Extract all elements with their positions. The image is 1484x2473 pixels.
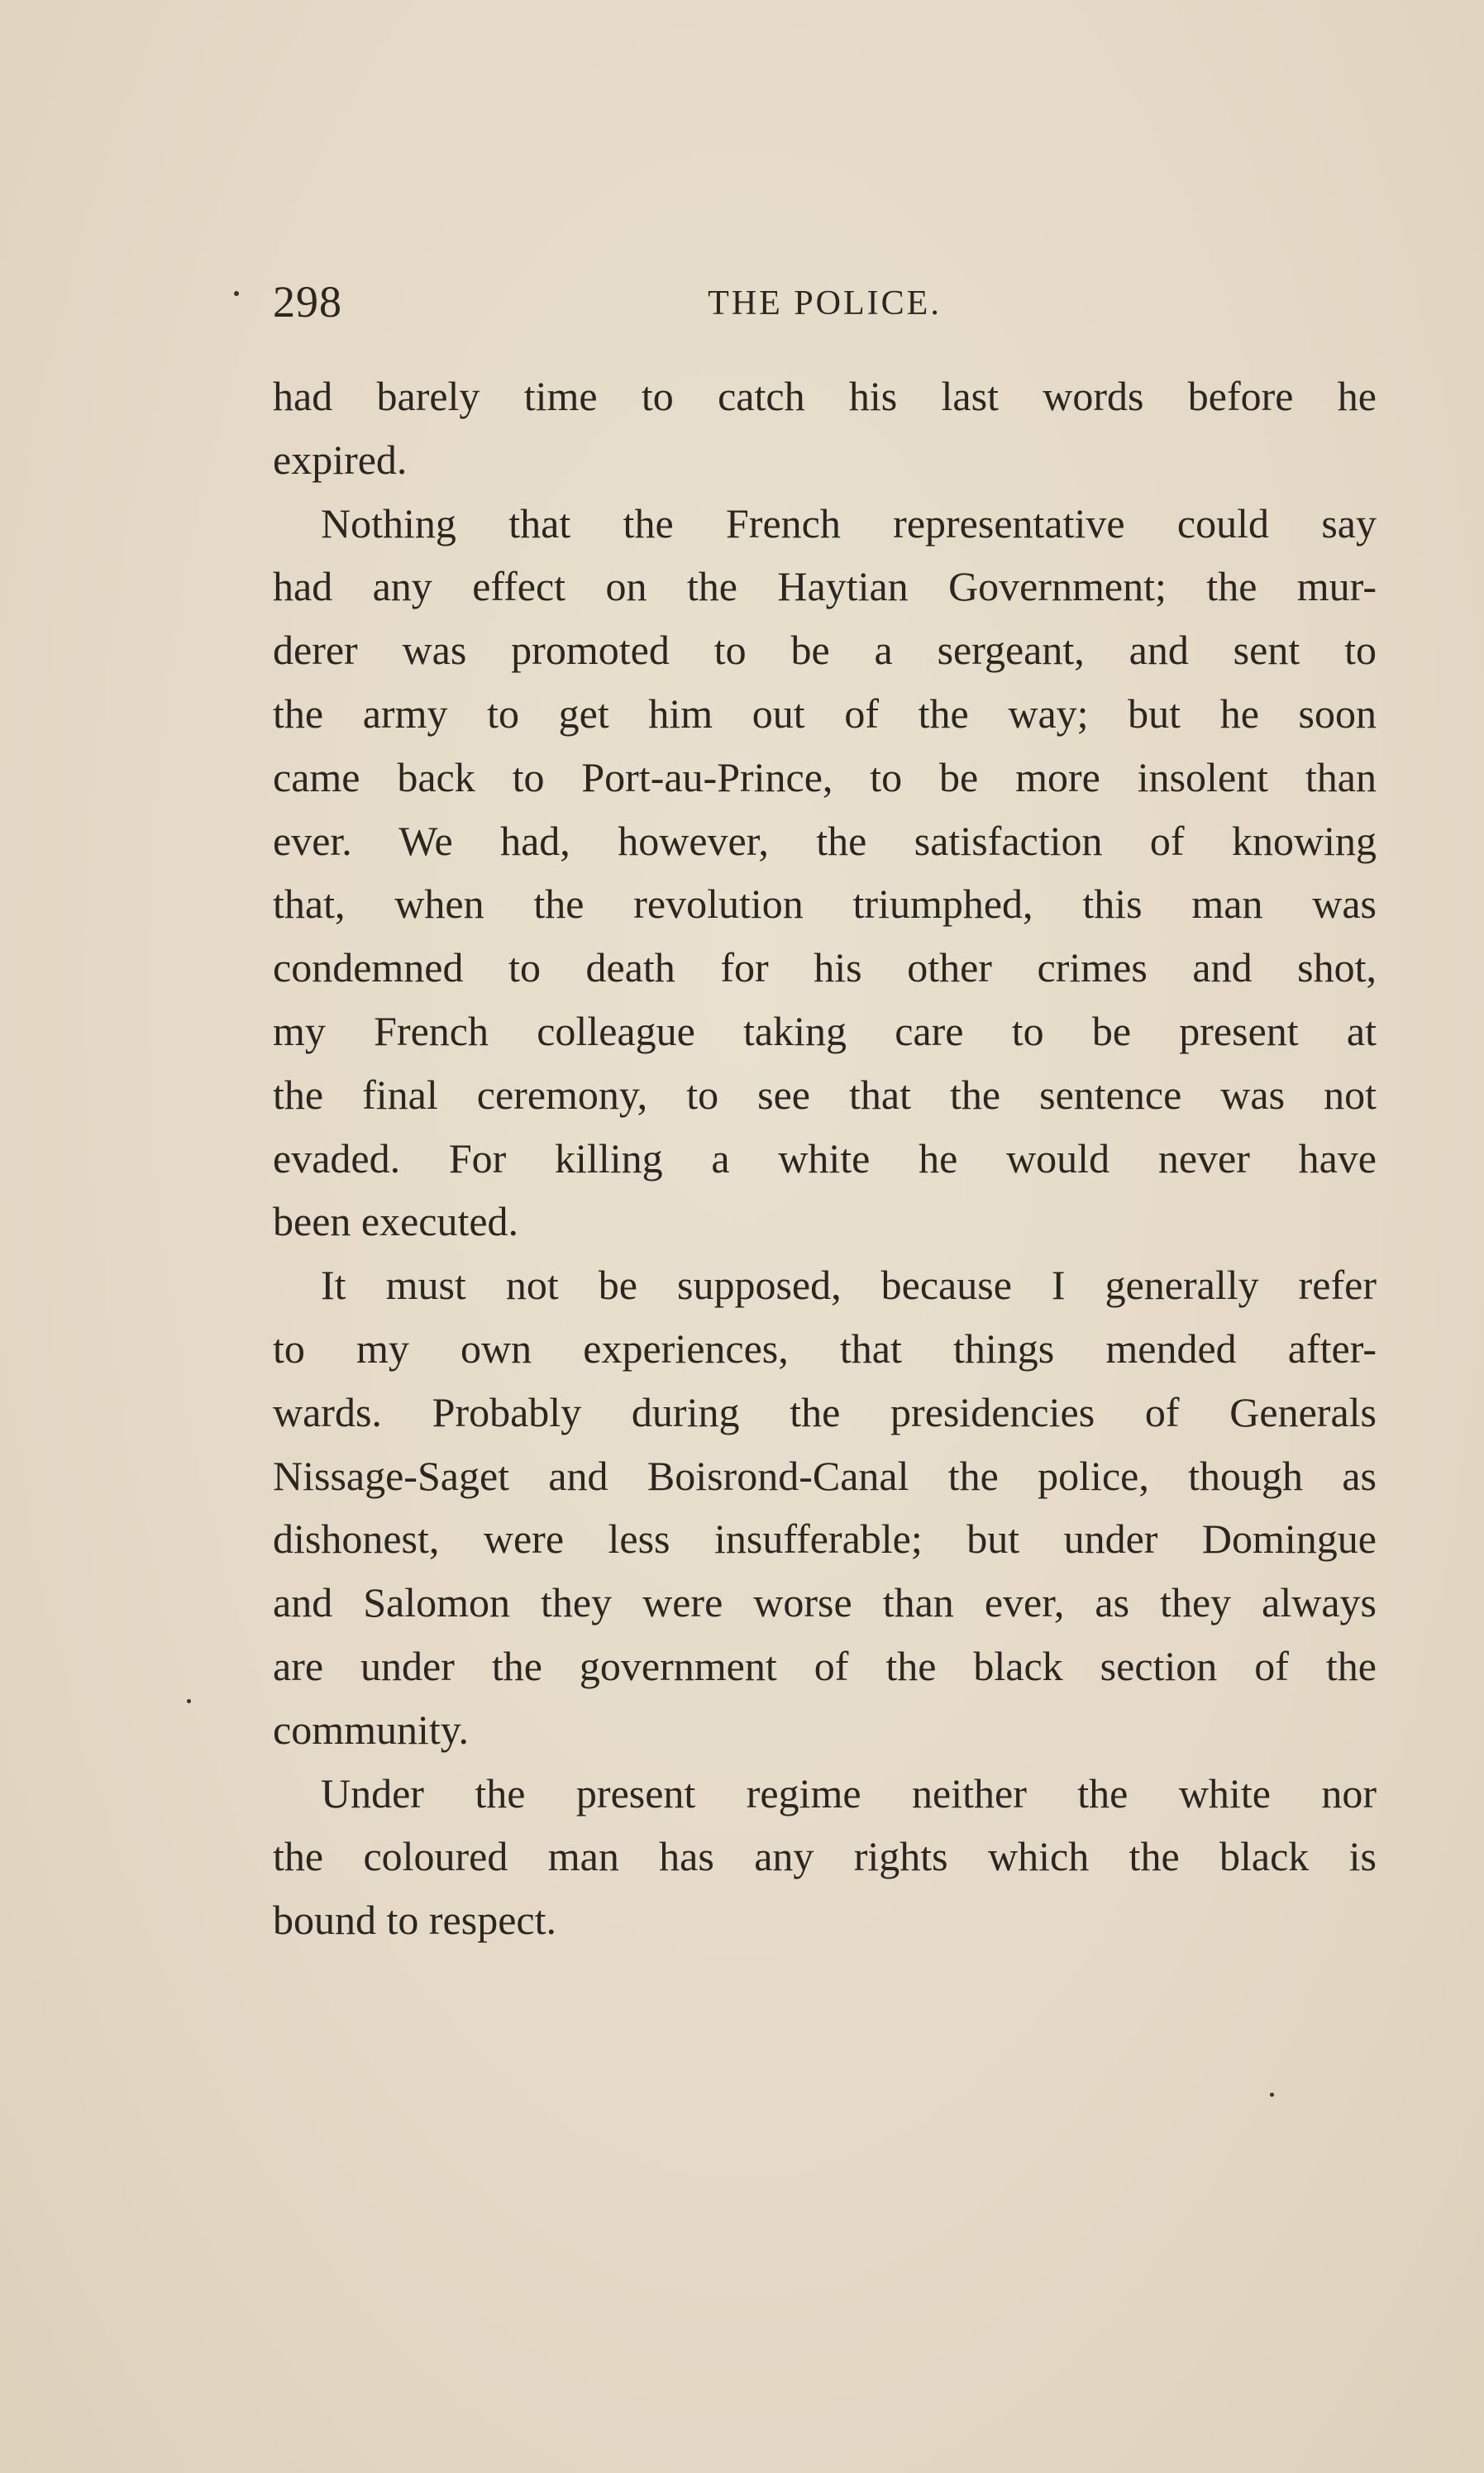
text-line: derer was promoted to be a sergeant, and sent to: [273, 627, 1377, 674]
page-number: 298: [273, 277, 342, 327]
text-line: are under the government of the black section of the: [273, 1642, 1377, 1689]
text-line: dishonest, were less insufferable; but under Domingue: [273, 1516, 1377, 1563]
text-line: Nothing that the French representative could say: [321, 499, 1377, 547]
text-line: came back to Port-au-Prince, to be more insolent than: [273, 753, 1377, 800]
text-line: condemned to death for his other crimes and shot,: [273, 944, 1377, 991]
text-line: bound to respect.: [273, 1897, 556, 1944]
ink-speck: [187, 1699, 191, 1703]
text-line: to my own experiences, that things mended after-: [273, 1325, 1377, 1372]
text-line: been executed.: [273, 1198, 519, 1245]
text-line: had any effect on the Haytian Government; the mur-: [273, 563, 1377, 610]
text-line: evaded. For killing a white he would never have: [273, 1134, 1377, 1182]
text-line: ever. We had, however, the satisfaction of knowing: [273, 817, 1377, 864]
text-line: that, when the revolution triumphed, this man was: [273, 881, 1377, 928]
text-line: the final ceremony, to see that the sentence was not: [273, 1071, 1377, 1118]
ink-speck: [1270, 2093, 1274, 2097]
text-line: my French colleague taking care to be present at: [273, 1007, 1377, 1054]
body-text: [273, 365, 1377, 1952]
text-line: the army to get him out of the way; but he soon: [273, 690, 1377, 737]
text-line: had barely time to catch his last words before he: [273, 373, 1377, 419]
text-line: the coloured man has any rights which the black is: [273, 1833, 1377, 1880]
running-header: [273, 273, 1377, 331]
text-line: wards. Probably during the presidencies of Generals: [273, 1388, 1377, 1435]
text-line: community.: [273, 1706, 470, 1753]
text-line: It must not be supposed, because I generally refer: [321, 1262, 1377, 1309]
text-line: expired.: [273, 436, 408, 483]
text-line: Nissage-Saget and Boisrond-Canal the police, though as: [273, 1452, 1377, 1499]
text-line: Under the present regime neither the white nor: [321, 1769, 1377, 1817]
text-line: and Salomon they were worse than ever, as they always: [273, 1579, 1377, 1626]
running-title: THE POLICE.: [708, 284, 942, 322]
ink-speck: [234, 291, 239, 296]
